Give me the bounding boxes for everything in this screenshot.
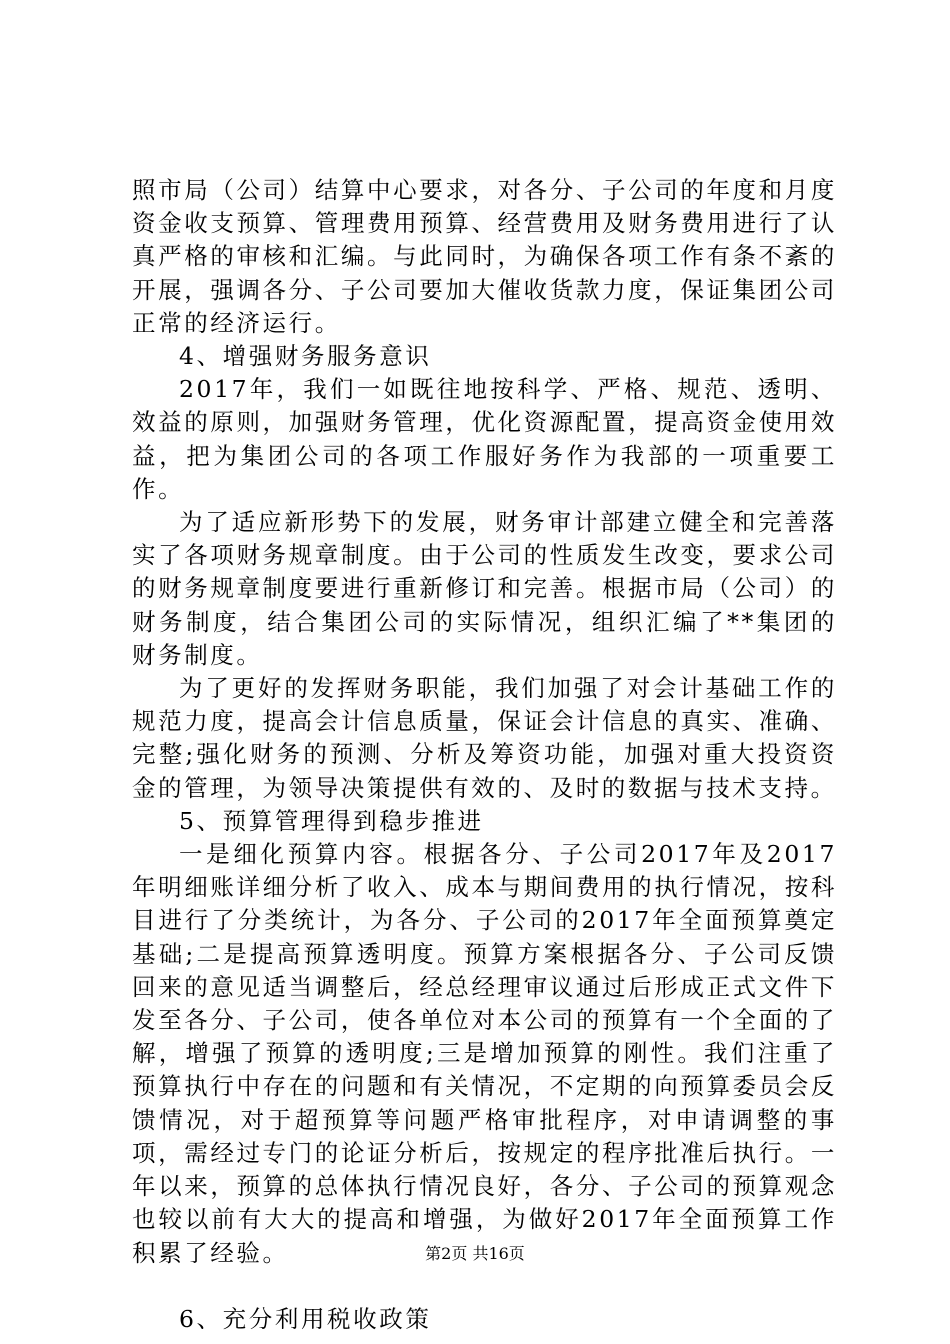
paragraph-2017-principles: 2017年，我们一如既往地按科学、严格、规范、透明、效益的原则，加强财务管理，优化资源配置，提高资金使用效益，把为集团公司的各项工作服好务作为我部的一项重要工作。 <box>132 375 837 503</box>
paragraph-budget-management: 一是细化预算内容。根据各分、子公司2017年及2017年明细账详细分析了收入、成本与期间费用的执行情况，按科目进行了分类统计，为各分、子公司的2017年全面预算奠定基础;二是提高预算透明度。预算方案根据各分、子公司反馈回来的意见适当调整后，经总经理审议通过后形成正式文件下发至各分、子公司，使各单位对本公司的预算有一个全面的了解，增强了预算的透明度;三是增加预算的刚性。我们注重了预算执行中存在的问题和有关情况，不定期的向预算委员会反馈情况，对于超预算等问题严格审批程序，对申请调整的事项，需经过专门的论证分析后，按规定的程序批准后执行。一年以来，预算的总体执行情况良好，各分、子公司的预算观念也较以前有大大的提高和增强，为做好2017年全面预算工作积累了经验。 <box>132 840 837 1267</box>
paragraph-regulations: 为了适应新形势下的发展，财务审计部建立健全和完善落实了各项财务规章制度。由于公司的性质发生改变，要求公司的财务规章制度要进行重新修订和完善。根据市局（公司）的财务制度，结合集团公司的实际情况，组织汇编了**集团的财务制度。 <box>132 508 837 669</box>
section-heading-6: 6、充分利用税收政策 <box>179 1304 432 1333</box>
blank-line <box>132 1270 837 1303</box>
section-heading-4: 4、增强财务服务意识 <box>179 342 432 371</box>
page-footer: 第2页 共16页 <box>425 1244 525 1263</box>
document-body <box>132 174 837 1336</box>
paragraph-continuation: 照市局（公司）结算中心要求，对各分、子公司的年度和月度资金收支预算、管理费用预算、经营费用及财务费用进行了认真严格的审核和汇编。与此同时，为确保各项工作有条不紊的开展，强调各分、子公司要加大催收货款力度，保证集团公司正常的经济运行。 <box>132 176 837 337</box>
paragraph-accounting-basics: 为了更好的发挥财务职能，我们加强了对会计基础工作的规范力度，提高会计信息质量，保证会计信息的真实、准确、完整;强化财务的预测、分析及筹资功能，加强对重大投资资金的管理，为领导决策提供有效的、及时的数据与技术支持。 <box>132 674 837 802</box>
section-heading-5: 5、预算管理得到稳步推进 <box>179 806 484 835</box>
